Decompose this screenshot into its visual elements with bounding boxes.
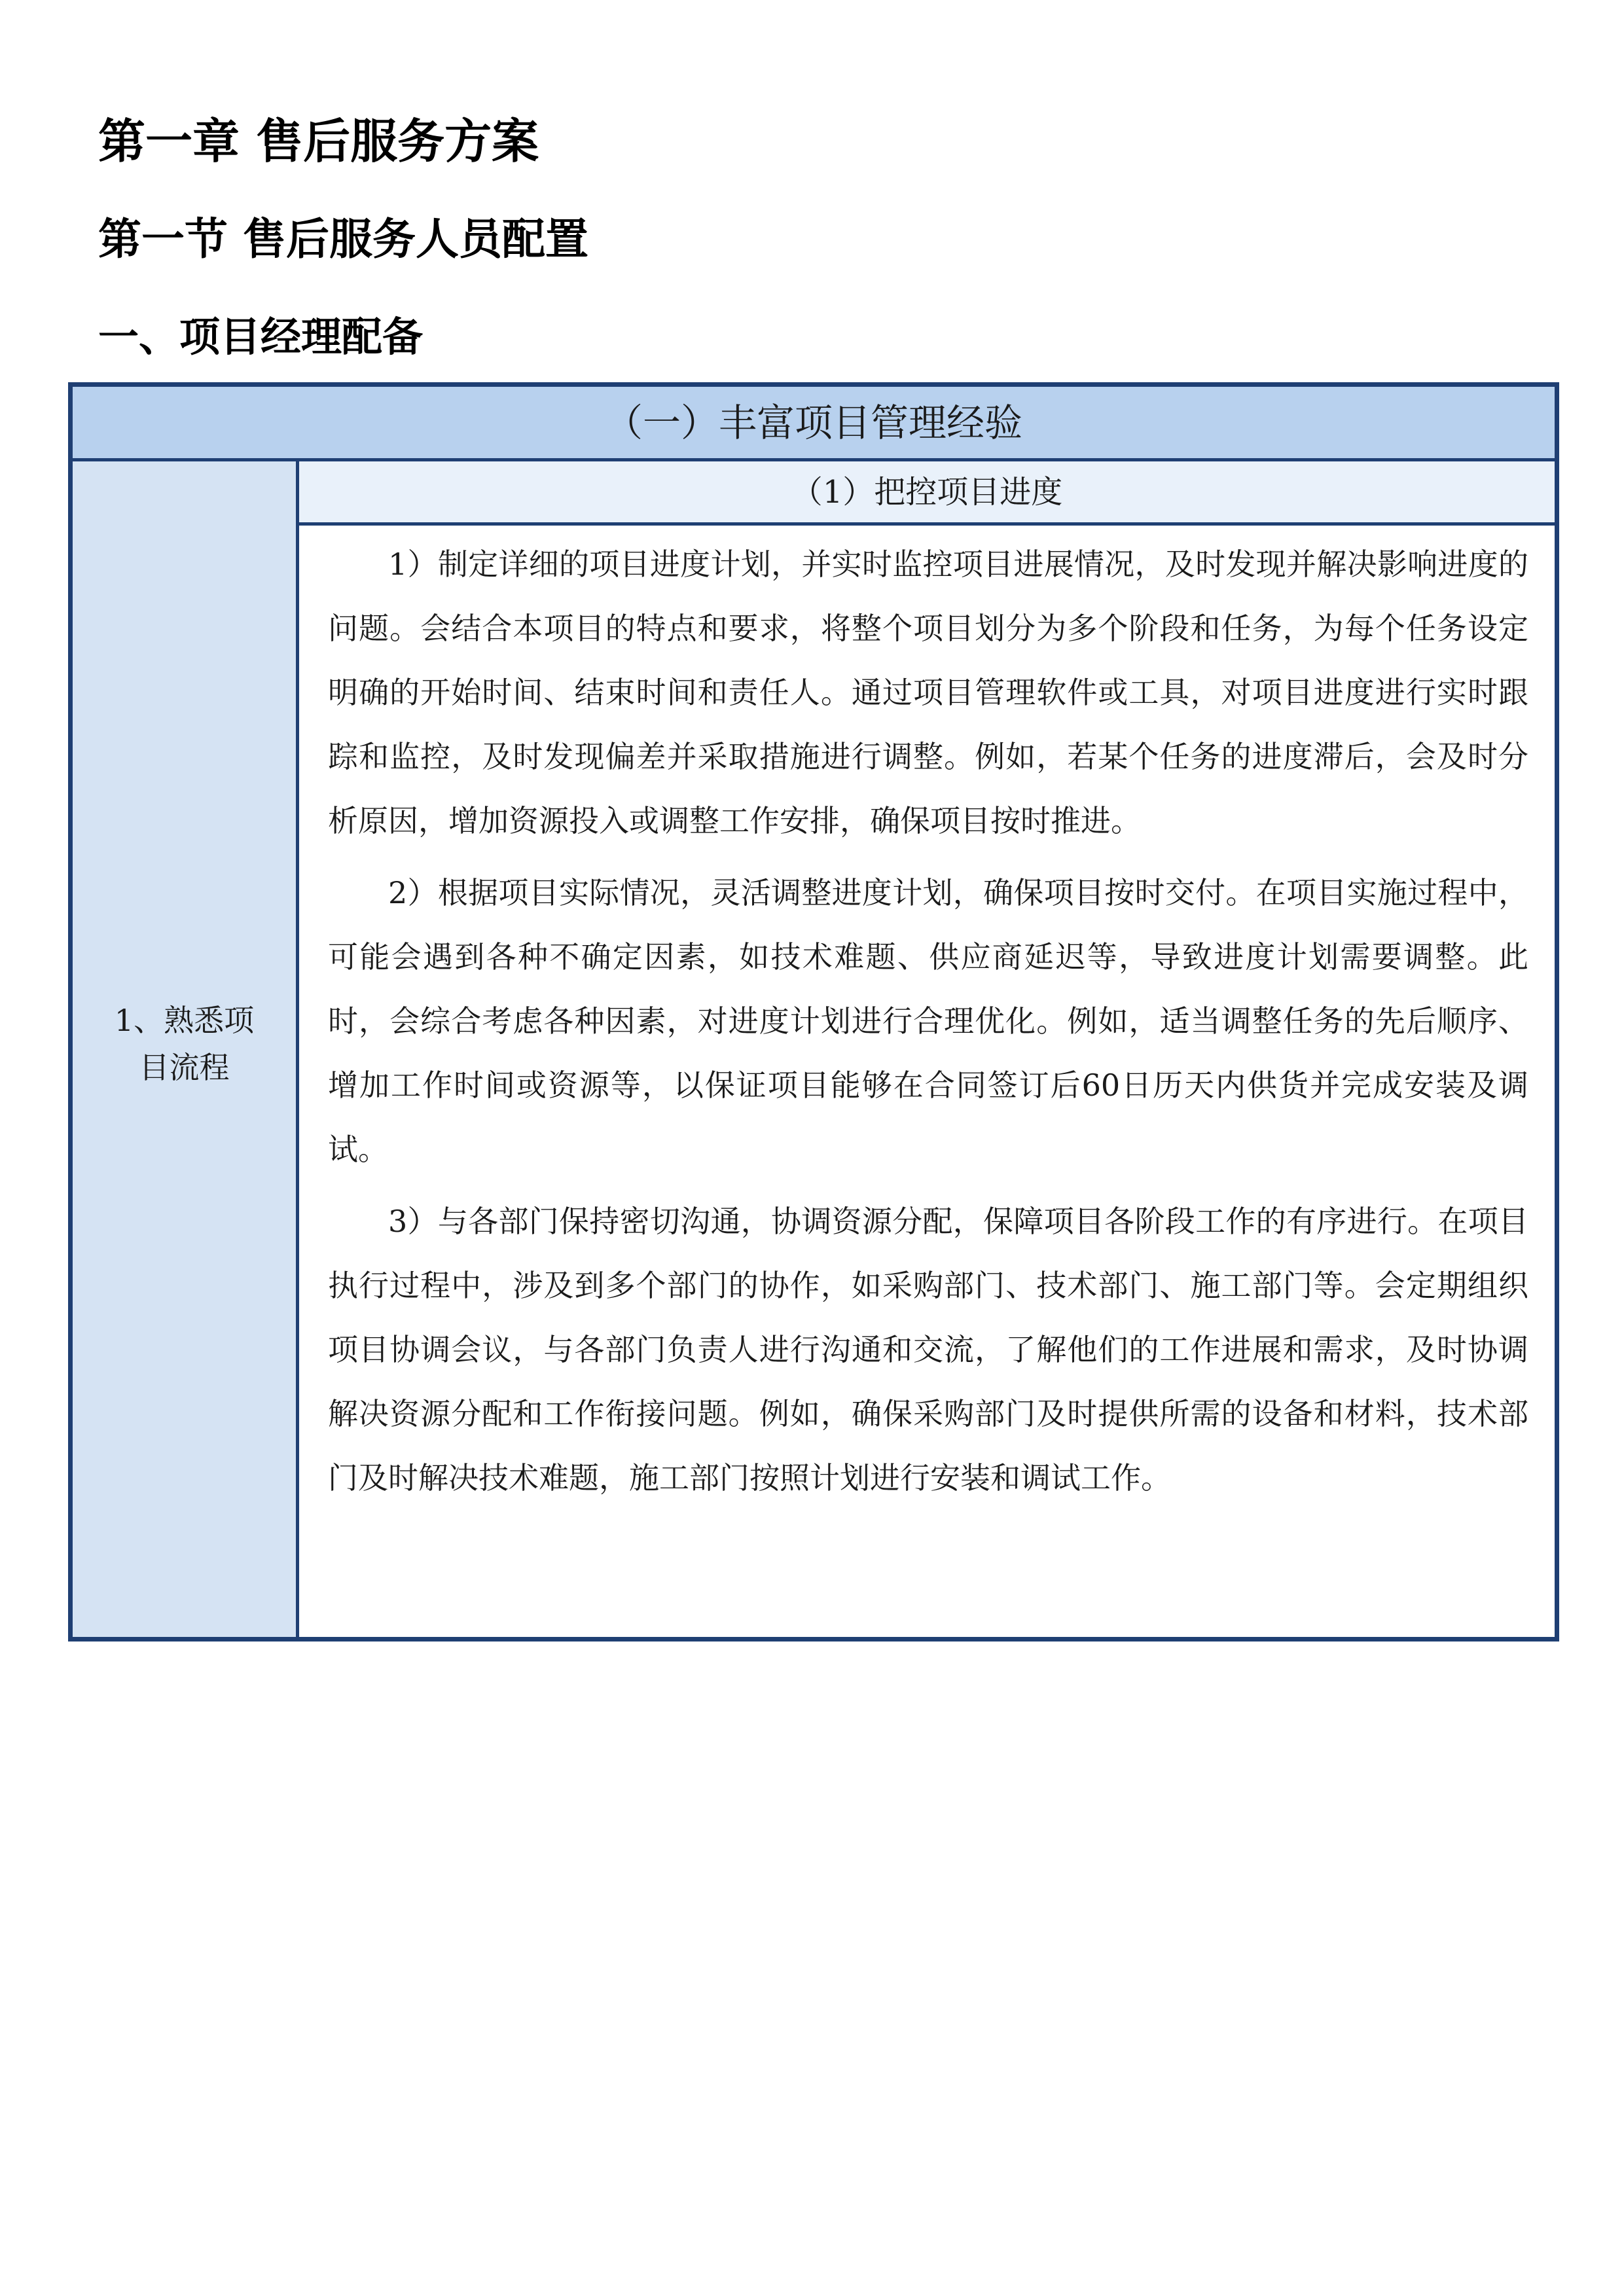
subsection-title: 一、项目经理配备 [98,313,424,361]
table-title: （一）丰富项目管理经验 [73,387,1555,461]
sub-header: （1）把控项目进度 [299,461,1555,526]
left-category-label: 1、熟悉项 目流程 [114,1003,255,1085]
chapter-title: 第一章 售后服务方案 [98,114,539,169]
content-cell [299,526,1555,1637]
left-category-cell [73,461,299,1637]
paragraph-1: 1）制定详细的项目进度计划，并实时监控项目进展情况，及时发现并解决影响进度的问题。会结合本项目的特点和要求，将整个项目划分为多个阶段和任务，为每个任务设定明确的开始时间、结束时间和责任人。通过项目管理软件或工具，对项目进度进行实时跟踪和监控，及时发现偏差并采取措施进行调整。例如，若某个任务的进度滞后，会及时分析原因，增加资源投入或调整工作安排，确保项目按时推进。 [328,547,1528,838]
paragraph-2: 2）根据项目实际情况，灵活调整进度计划，确保项目按时交付。在项目实施过程中，可能会遇到各种不确定因素，如技术难题、供应商延迟等，导致进度计划需要调整。此时，会综合考虑各种因素，对进度计划进行合理优化。例如，适当调整任务的先后顺序、增加工作时间或资源等，以保证项目能够在合同签订后60日历天内供货并完成安装及调试。 [328,875,1528,1167]
paragraph-3: 3）与各部门保持密切沟通，协调资源分配，保障项目各阶段工作的有序进行。在项目执行过程中，涉及到多个部门的协作，如采购部门、技术部门、施工部门等。会定期组织项目协调会议，与各部门负责人进行沟通和交流，了解他们的工作进展和需求，及时协调解决资源分配和工作衔接问题。例如，确保采购部门及时提供所需的设备和材料，技术部门及时解决技术难题，施工部门按照计划进行安装和调试工作。 [328,1204,1528,1496]
section-title: 第一节 售后服务人员配置 [98,214,588,264]
experience-table [68,382,1559,1641]
